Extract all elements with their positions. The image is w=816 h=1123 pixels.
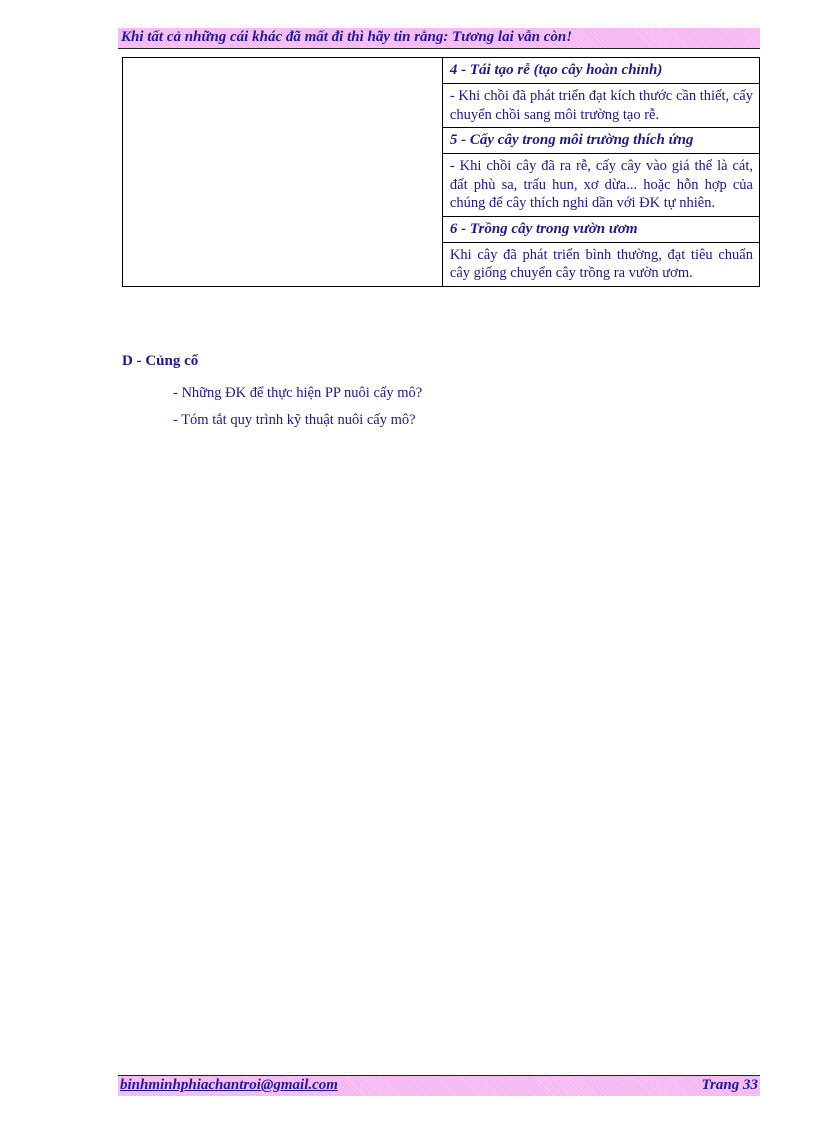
list-item: - Những ĐK để thực hiện PP nuôi cấy mô? <box>173 385 423 401</box>
step-title: 4 - Tái tạo rễ (tạo cây hoàn chỉnh) <box>449 62 663 78</box>
empty-left-cell <box>123 58 443 287</box>
step-item <box>443 58 759 84</box>
step-body: - Khi chồi cây đã ra rễ, cấy cây vào giá thể là cát, đất phù sa, trấu hun, xơ dừa... hoặc hỗn hợp của chúng để cây thích nghi dần với ĐK tự nhiên. <box>449 158 753 211</box>
step-body: - Khi chồi đã phát triển đạt kích thước cần thiết, cấy chuyển chồi sang môi trường tạo rễ. <box>449 88 753 123</box>
email-link[interactable]: binhminhphiachantroi@gmail.com <box>120 1077 338 1093</box>
steps-cell <box>442 58 759 287</box>
bullet-list <box>173 380 422 434</box>
step-item <box>443 84 759 128</box>
step-item <box>443 217 759 243</box>
step-item <box>443 154 759 217</box>
step-body: Khi cây đã phát triển bình thường, đạt tiêu chuẩn cây giống chuyển cây trồng ra vườn ươm. <box>449 246 753 281</box>
section-title: D - Củng cố <box>122 353 199 369</box>
header-title: Khi tất cả những cái khác đã mất đi thì hãy tin rằng: Tương lai vẫn còn! <box>121 29 573 45</box>
table-row <box>123 58 760 287</box>
content-table <box>122 57 760 287</box>
step-title: 6 - Trồng cây trong vườn ươm <box>449 220 638 237</box>
list-item: - Tóm tắt quy trình kỹ thuật nuôi cấy mô? <box>173 412 416 428</box>
page-header <box>118 28 760 49</box>
step-item <box>443 243 759 286</box>
page-footer <box>118 1075 760 1096</box>
page-number: Trang 33 <box>701 1077 758 1093</box>
step-title: 5 - Cấy cây trong môi trường thích ứng <box>449 132 694 148</box>
step-item <box>443 128 759 154</box>
